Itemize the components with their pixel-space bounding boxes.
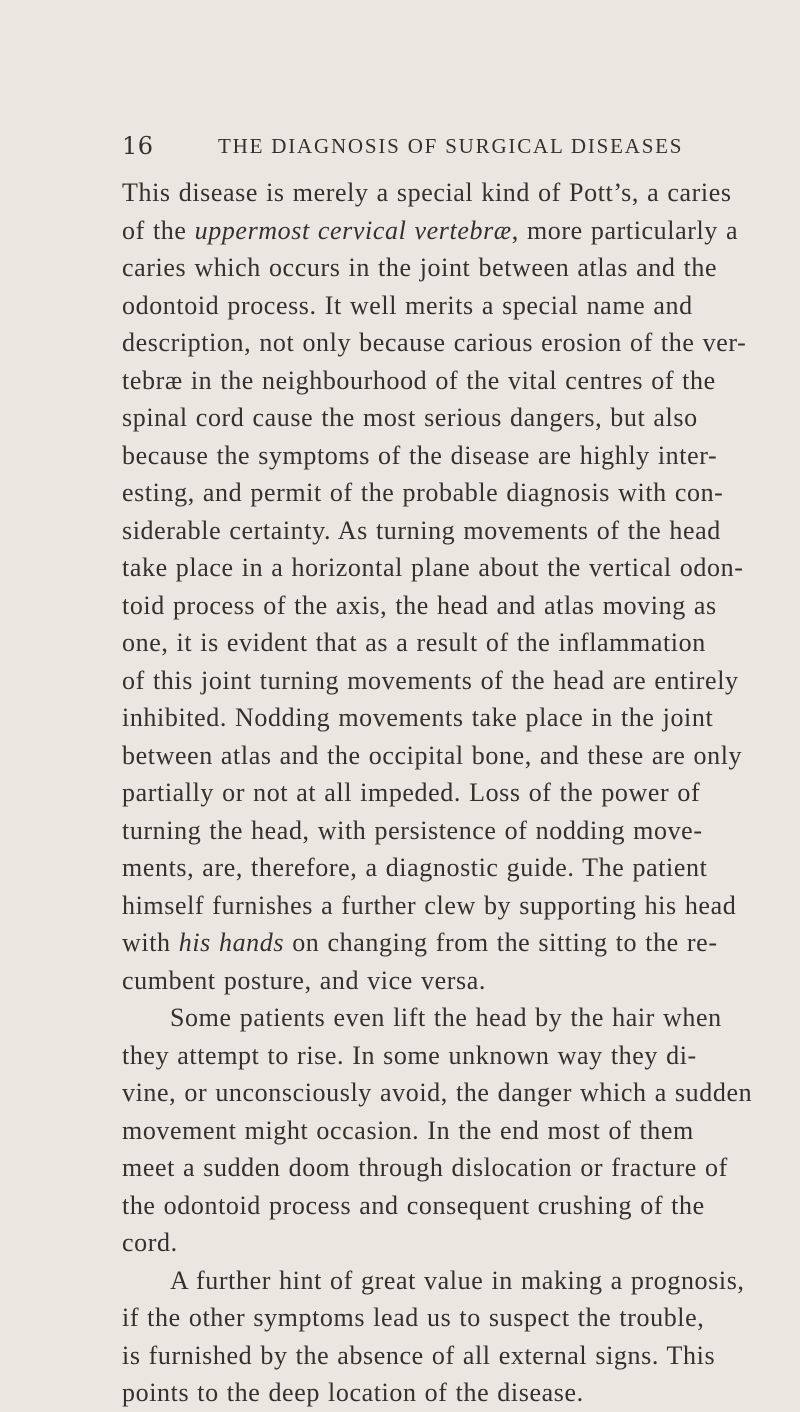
text-line: siderable certainty. As turning movements of the head <box>122 515 721 545</box>
text-line: A further hint of great value in making a prognosis, <box>170 1265 745 1295</box>
text-line: This disease is merely a special kind of Pott’s, a caries <box>122 178 732 207</box>
text-line: with his hands on changing from the sitting to the re- <box>122 928 718 957</box>
text-line: odontoid process. It well merits a special name and <box>122 290 693 320</box>
text-line: inhibited. Nodding movements take place in the joint <box>122 703 714 732</box>
text-line: tebræ in the neighbourhood of the vital centres of the <box>122 365 716 395</box>
text-line: esting, and permit of the probable diagnosis with con- <box>122 478 724 507</box>
text-line: description, not only because carious erosion of the ver- <box>122 328 747 357</box>
running-head: THE DIAGNOSIS OF SURGICAL DISEASES <box>218 134 684 158</box>
paragraph-1 <box>122 174 747 999</box>
italic-phrase: his hands <box>178 928 285 957</box>
text-line: between atlas and the occipital bone, and these are only <box>122 740 743 770</box>
text-line: take place in a horizontal plane about the vertical odon- <box>122 553 744 582</box>
text-line: one, it is evident that as a result of the inflammation <box>122 628 706 657</box>
text-line: cord. <box>122 1228 178 1257</box>
text-line: partially or not at all impeded. Loss of the power of <box>122 778 701 807</box>
text-line: of this joint turning movements of the head are entirely <box>122 665 739 695</box>
text-line: meet a sudden doom through dislocation or fracture of <box>122 1153 728 1182</box>
text-line: points to the deep location of the disease. <box>122 1378 584 1407</box>
text-line: vine, or unconsciously avoid, the danger which a sudden <box>122 1078 753 1107</box>
italic-phrase: uppermost cervical vertebræ <box>194 215 512 245</box>
text-line: spinal cord cause the most serious dangers, but also <box>122 403 698 432</box>
text-line: because the symptoms of the disease are highly inter- <box>122 440 718 470</box>
text-line: if the other symptoms lead us to suspect the trouble, <box>122 1303 705 1332</box>
text-line: is furnished by the absence of all external signs. This <box>122 1340 716 1370</box>
text-line: Some patients even lift the head by the hair when <box>170 1003 722 1032</box>
text-line: cumbent posture, and vice versa. <box>122 965 486 995</box>
text-line: of the uppermost cervical vertebræ, more particularly a <box>122 215 739 245</box>
paragraph-2 <box>122 999 753 1262</box>
paragraph-3 <box>122 1262 745 1412</box>
text-line: turning the head, with persistence of nodding move- <box>122 815 703 845</box>
text-line: toid process of the axis, the head and atlas moving as <box>122 590 717 620</box>
text-line: caries which occurs in the joint between atlas and the <box>122 253 718 282</box>
text-line: they attempt to rise. In some unknown way they di- <box>122 1040 697 1070</box>
page-header <box>122 132 684 162</box>
text-line: the odontoid process and consequent crushing of the <box>122 1190 705 1220</box>
text-line: himself furnishes a further clew by supporting his head <box>122 890 737 920</box>
body-text <box>122 174 753 1412</box>
page-number: 16 <box>122 132 154 160</box>
text-line: ments, are, therefore, a diagnostic guide. The patient <box>122 853 708 882</box>
text-line: movement might occasion. In the end most of them <box>122 1115 694 1145</box>
